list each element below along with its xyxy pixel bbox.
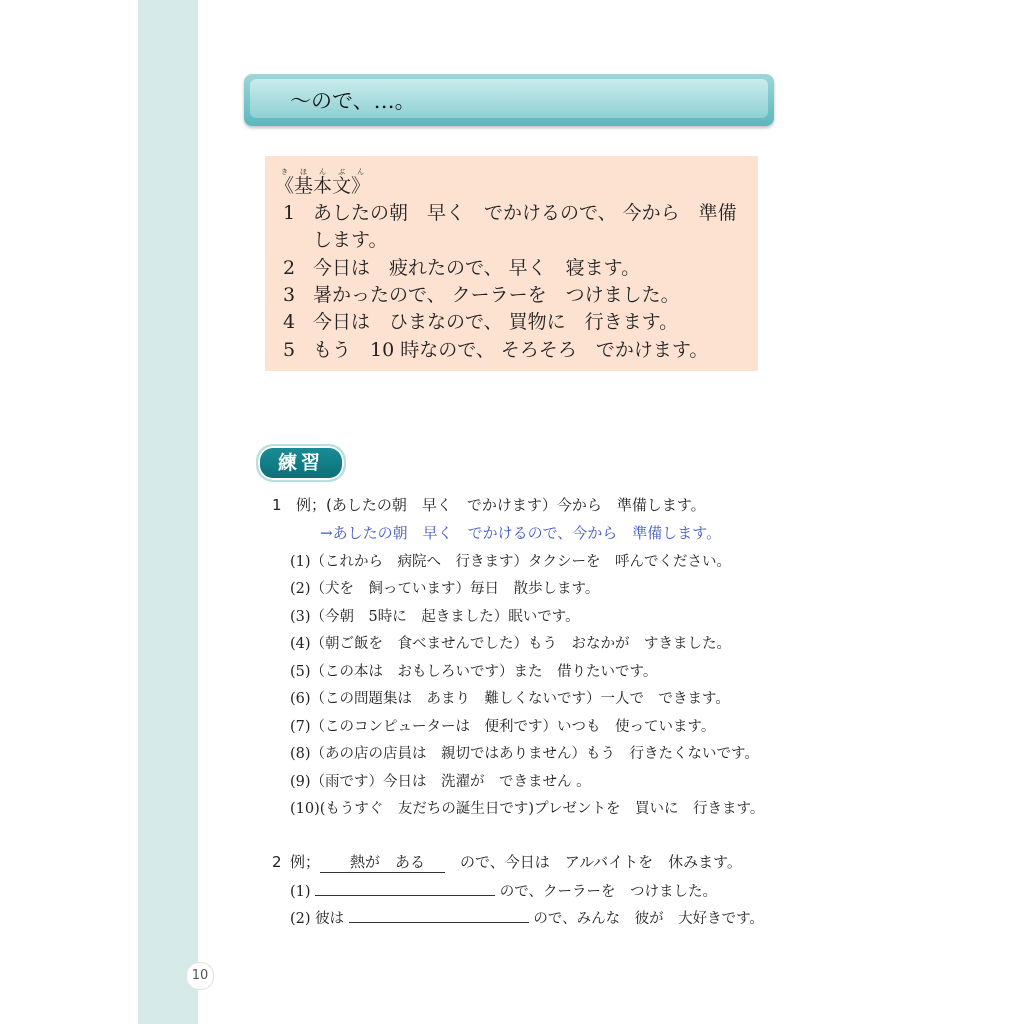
- exercise1-item: (4)（朝ご飯を 食べませんでした）もう おなかが すきました。: [290, 636, 732, 652]
- exercise1-item: (2)（犬を 飼っています）毎日 散歩します。: [290, 581, 600, 597]
- exercise1-item: (1)（これから 病院へ 行きます）タクシーを 呼んでください。: [290, 554, 732, 570]
- exercise2-question-1: [290, 879, 717, 901]
- exercise1-item: (3)（今朝 5時に 起きました）眠いです。: [290, 609, 580, 625]
- basic-sentence-1-cont: します。: [313, 229, 388, 251]
- basic-heading-ruby: きほんぶん: [275, 168, 371, 176]
- side-strip: [138, 0, 198, 1024]
- exercise1-example: [272, 494, 706, 515]
- practice-badge: [256, 444, 346, 482]
- basic-heading: 《基本文》きほんぶん: [275, 168, 371, 197]
- title-banner: [244, 74, 774, 126]
- exercise1-item: (8)（あの店の店員は 親切ではありません）もう 行きたくないです。: [290, 746, 759, 762]
- exercise1-example-text: 例；(あしたの朝 早く でかけます）今から 準備します。: [296, 496, 706, 514]
- practice-label: 練習: [277, 452, 324, 474]
- exercise1-item: (9)（雨です）今日は 洗濯が できません 。: [290, 774, 591, 790]
- exercise1-item: (6)（この問題集は あまり 難しくないです）一人で できます。: [290, 691, 730, 707]
- answer-arrow: →: [320, 524, 333, 542]
- q2-pre: 彼は: [315, 911, 345, 927]
- exercise1-item: (10)(もうすぐ 友だちの誕生日です)プレゼントを 買いに 行きます。: [290, 801, 765, 817]
- q1-number: (1): [290, 884, 311, 900]
- exercise2-example-rest: ので、今日は アルバイトを 休みます。: [445, 853, 742, 871]
- basic-sentence-2: 2 今日は 疲れたので、 早く 寝ます。: [283, 257, 641, 279]
- basic-sentence-3: 3 暑かったので、 クーラーを つけました。: [283, 284, 680, 306]
- answer-blank-2[interactable]: [349, 906, 529, 923]
- exercise1-number: 1: [272, 496, 282, 514]
- basic-sentence-5: 5 もう 10 時なので、 そろそろ でかけます。: [283, 339, 709, 361]
- exercise1-item: (5)（この本は おもしろいです）また 借りたいです。: [290, 664, 658, 680]
- exercise2-example: [272, 851, 742, 872]
- page-number: 10: [186, 962, 214, 990]
- q2-rest: ので、みんな 彼が 大好きです。: [533, 911, 764, 927]
- basic-sentence-1: 1 あしたの朝 早く でかけるので、 今から 準備: [283, 202, 737, 224]
- exercise2-example-prefix: 例；: [290, 853, 321, 871]
- exercise1-answer: [320, 522, 721, 543]
- exercise2-question-2: [290, 906, 764, 928]
- title-banner-inner: [250, 79, 768, 118]
- answer-blank-1[interactable]: [315, 879, 495, 896]
- q2-number: (2): [290, 911, 311, 927]
- exercise2-example-fill: 熱が ある: [320, 853, 445, 873]
- basic-sentence-4: 4 今日は ひまなので、 買物に 行きます。: [283, 311, 679, 333]
- exercise1-answer-text: あしたの朝 早く でかけるので、今から 準備します。: [332, 524, 722, 542]
- page-title: ～ので、…。: [290, 89, 416, 113]
- basic-sentences-box: [265, 156, 758, 371]
- exercise1-item: (7)（このコンピューターは 便利です）いつも 使っています。: [290, 719, 716, 735]
- q1-rest: ので、クーラーを つけました。: [499, 884, 717, 900]
- exercise2-number: 2: [272, 853, 282, 871]
